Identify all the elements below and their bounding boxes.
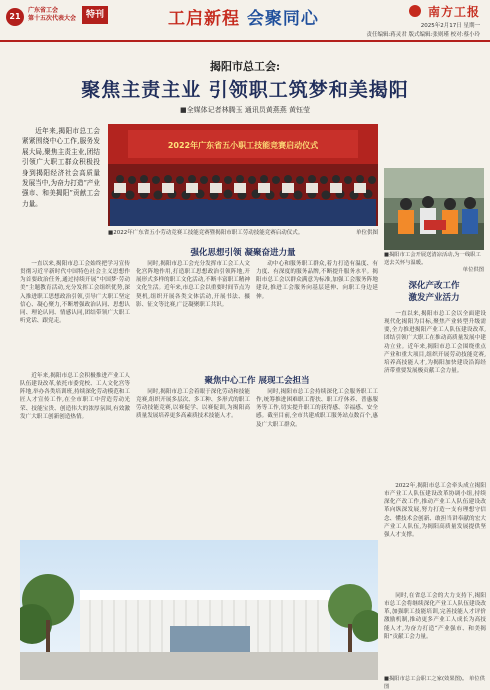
workers-photo-image — [384, 168, 484, 250]
workers-photo-caption: ■揭阳市工会开展送清凉活动,为一线职工送去关怀与温暖。 — [384, 252, 481, 266]
ceremony-photo-caption-block — [108, 228, 378, 236]
section-heading-reform-line2: 激发产业活力 — [408, 293, 460, 303]
workers-photo — [384, 168, 484, 250]
masthead-rule — [0, 40, 490, 42]
body-column-3-part1: 动中心和服务职工群众,着力打造有温度、有力度、有深度的服务品牌,不断提升服务水平。揭阳市总工会以群众满意为标准,加强工会服务阵地建设,推进工会服务向基层延伸、向职工身边延伸。 — [256, 261, 378, 300]
section-heading-ideology: 强化思想引领 凝聚奋进力量 — [190, 248, 296, 258]
section-heading-reform — [384, 280, 484, 304]
masthead-slogan — [168, 4, 319, 29]
article-kicker: 揭阳市总工会: — [209, 60, 281, 73]
ceremony-banner-text: 2022年广东省五小职工技能竞赛启动仪式 — [167, 141, 319, 150]
building-photo-caption-block — [384, 674, 486, 690]
body-column-1-part1: 一直以来,揭阳市总工会始终把学习宣传贯彻习近平新时代中国特色社会主义思想作为首要政治任务,通过持续开展“中国梦·劳动美”主题教育活动,充分发挥工会组织优势,深入推进职工思想政治引领,引导广大职工坚定信心、凝心聚力,不断增强政治认同、思想认同、理论认同、情感认同,团结带领广大职工听党话、跟党走。 — [20, 261, 130, 325]
building-photo-image — [20, 540, 378, 680]
page-number: 21 — [6, 8, 24, 26]
building-photo-credit: 单位供图 — [384, 676, 485, 690]
ceremony-photo-credit: 单位供图 — [355, 230, 378, 236]
newspaper-brand — [409, 3, 480, 20]
article-byline: ■全媒体记者林腾玉 通讯员黄燕燕 黄钰莹 — [179, 106, 311, 114]
body-column-4-part3: 同时,在省总工会的大力支持下,揭阳市总工会将继续深化产业工人队伍建设改革,加强职工技能培训,完善技能人才评价激励机制,推动更多产业工人成长为高技能人才,为奋力打造“产业强市、和美揭阳”贡献工会力量。 — [384, 593, 486, 640]
slogan-part1: 工启新程 — [168, 9, 240, 29]
masthead — [0, 0, 490, 44]
ceremony-photo — [108, 124, 378, 226]
building-photo — [20, 540, 378, 680]
masthead-subtitle — [28, 7, 80, 23]
editor-credits: 责任编辑:蒋灵君 版式编辑:张则瑾 校对:蔡小玲 — [366, 32, 480, 38]
workers-photo-caption-block — [384, 252, 484, 275]
body-column-1-part2: 近年来,揭阳市总工会积极推进产业工人队伍建设改革,依托市委党校、工人文化宫等阵地,举办各类培训班,持续深化劳动模范和工匠人才宣传工作,在全市职工中营造劳动光荣、技能宝贵、创造伟大的浓厚氛围,有效激发广大职工创新创造热情。 — [20, 373, 130, 420]
brand-name: 南方工报 — [427, 5, 480, 19]
masthead-subtitle-line1: 广东省工会 — [28, 7, 59, 14]
building-photo-caption: ■揭阳市总工会职工之家(效果图)。 — [384, 676, 468, 682]
ceremony-photo-image — [108, 124, 378, 226]
special-issue-tag: 特刊 — [82, 6, 108, 24]
brand-logo-icon — [409, 5, 421, 17]
body-column-2-part2: 同时,揭阳市总工会着眼于深化劳动和技能竞赛,组织开展多层次、多工种、多形式的职工劳动技能竞赛,以赛促学、以赛促训,为揭阳高质量发展培养更多高素质技术技能人才。 — [136, 389, 250, 420]
body-column-4-part1: 一直以来,揭阳市总工会以全面建设现代化揭阳为目标,聚焦产业转型升级需要,全力推进揭阳产业工人队伍建设改革,团结引领广大职工在推动高质量发展中建功立业。近年来,揭阳市总工会围绕重点产业和重大项目,组织开展劳动技能竞赛,培养高技能人才,为揭阳加快建设沿海经济带重要发展极贡献工会力量。 — [384, 311, 486, 375]
workers-photo-credit: 单位供图 — [462, 267, 484, 273]
body-column-4-part2: 2022年,揭阳市总工会牵头成立揭阳市产业工人队伍建设改革协调小组,持续深化产改工作,推动产业工人队伍建设改革向纵深发展,努力打造一支有理想守信念、懂技术会创新、敢担当讲奉献的宏大产业工人队伍,为揭阳高质量发展提供坚强人才支撑。 — [384, 483, 486, 538]
masthead-subtitle-line2: 第十五次代表大会 — [28, 15, 77, 22]
ceremony-photo-caption: ■2022年广东省五小劳动竞赛工技能竞赛暨揭阳市职工劳动技能竞赛启动仪式。 — [108, 230, 304, 236]
body-column-3-part2: 同时,揭阳市总工会持续深化工会服务职工工作,统筹推进困难职工帮扶、职工疗休养、普惠服务等工作,切实提升职工的获得感、幸福感、安全感。截至目前,全市共建成职工服务站点数百个,惠及广大职工群众。 — [256, 389, 378, 428]
article-lead: 近年来,揭阳市总工会紧紧围绕中心工作,服务发展大局,聚焦主责主业,团结引领广大职工群众积极投身到揭阳经济社会高质量发展当中,为奋力打造“产业强市、和美揭阳”贡献工会力量。 — [22, 127, 100, 208]
section-heading-reform-line1: 深化产改工作 — [408, 281, 460, 291]
section-heading-central-work: 聚焦中心工作 展现工会担当 — [204, 376, 310, 386]
article-headline: 聚焦主责主业 引领职工筑梦和美揭阳 — [81, 79, 409, 101]
body-column-2-part1: 同时,揭阳市总工会充分发挥市工会工人文化宫阵地作用,打造职工思想政治引领阵地,开展形式多样的职工文化活动,不断丰富职工精神文化生活。近年来,市总工会以重要时间节点为契机,组织开展各类文体活动,开展书法、摄影、征文等比赛,广泛凝聚职工共识。 — [136, 261, 250, 308]
issue-date: 2025年2月17日 星期一 — [420, 23, 480, 29]
slogan-part2: 会聚同心 — [246, 9, 319, 29]
